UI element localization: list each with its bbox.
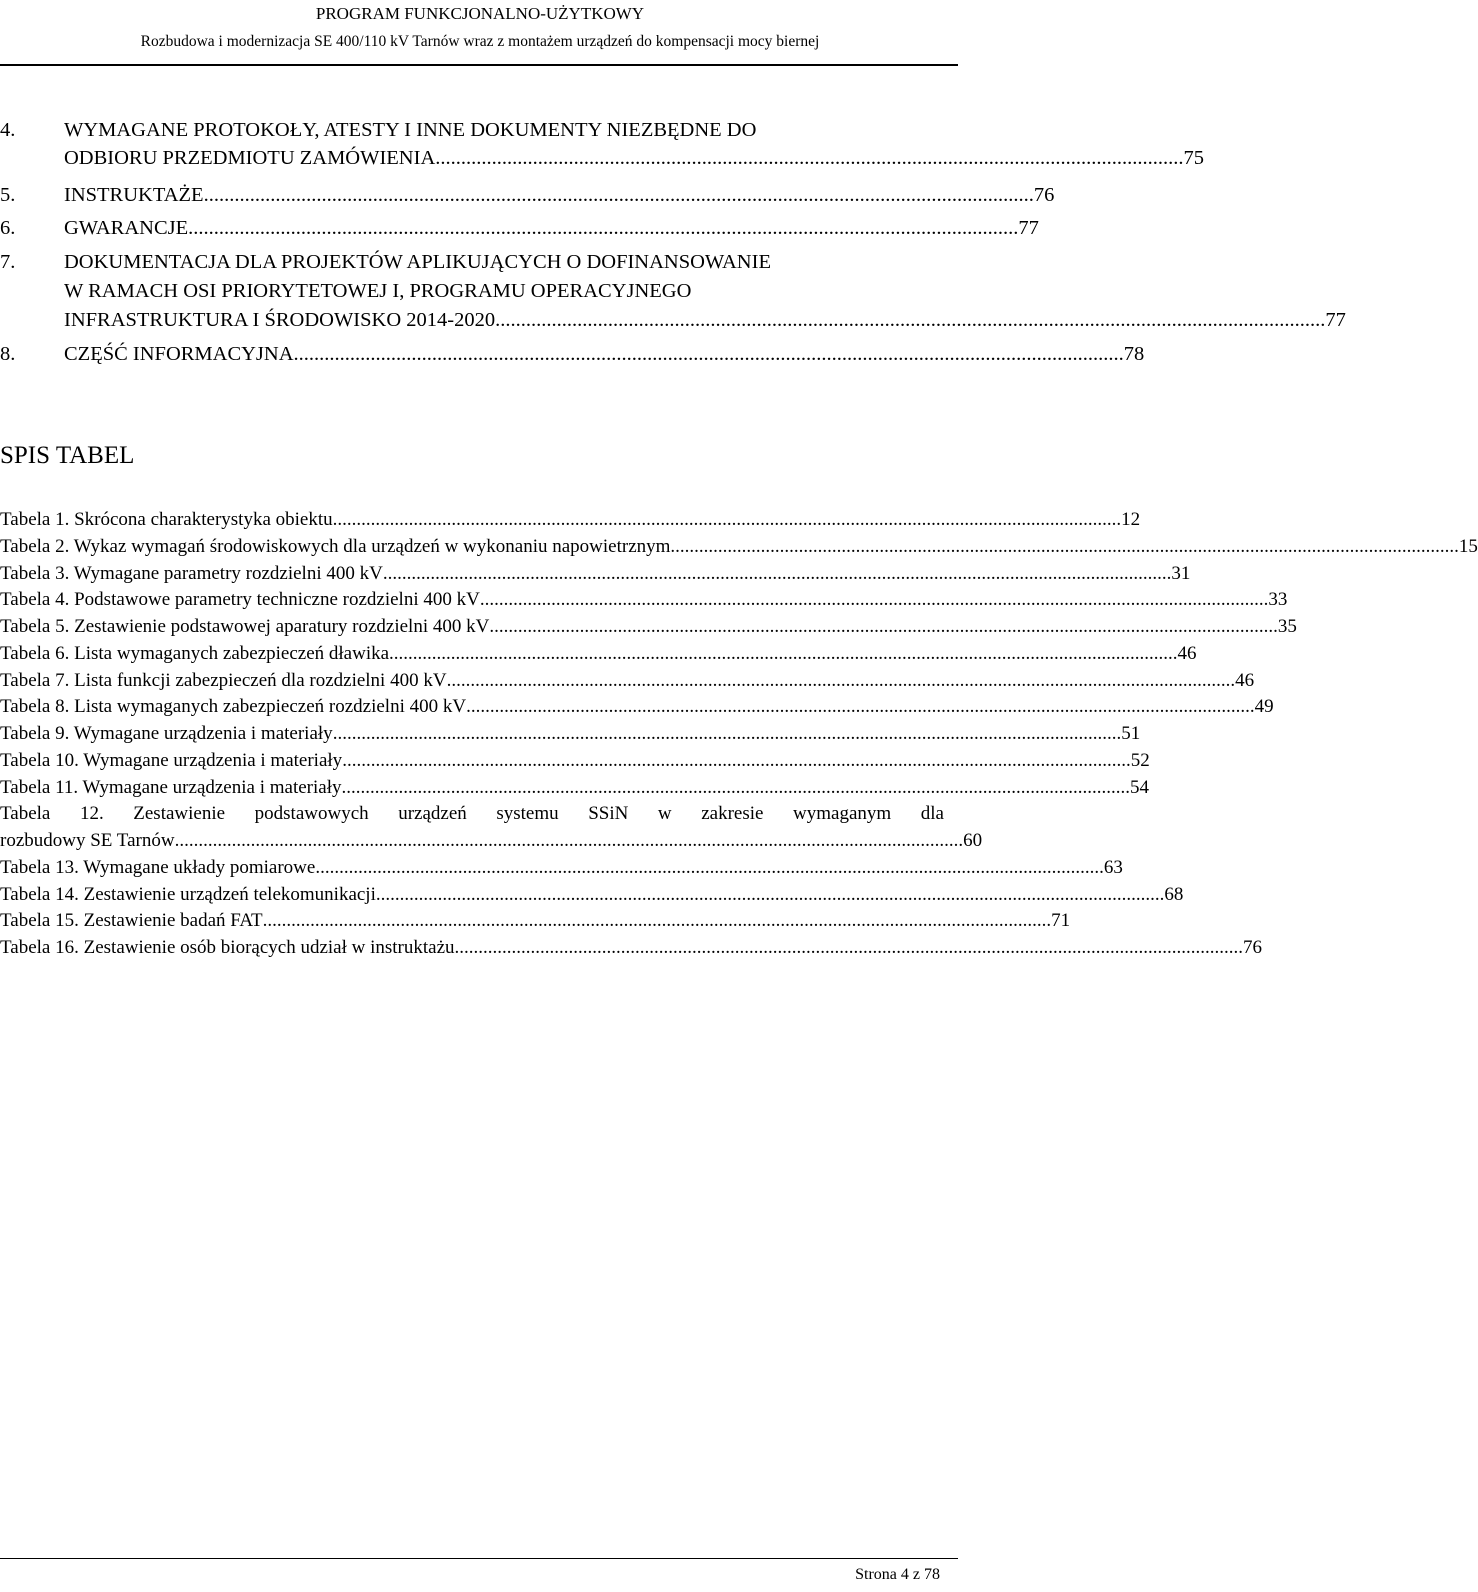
toc-item-8[interactable] <box>64 339 1145 369</box>
table-entry-label: Tabela 6. Lista wymaganych zabezpieczeń dławika <box>0 643 390 664</box>
toc-item-5[interactable] <box>64 180 1055 210</box>
header-divider <box>0 64 958 66</box>
toc-item-4-line2[interactable] <box>64 143 1204 173</box>
table-entry-label: Tabela 2. Wykaz wymagań środowiskowych dla urządzeń w wykonaniu napowietrznym <box>0 536 671 557</box>
toc-item-7-line1[interactable] <box>64 247 960 277</box>
table-entry-12-line1[interactable] <box>0 802 944 826</box>
toc-item-7-line2[interactable] <box>64 276 960 306</box>
leader-dots: ...................................................................................................................................................................... <box>342 750 1131 771</box>
table-entry-label: Tabela 1. Skrócona charakterystyka obiektu <box>0 509 333 530</box>
table-entry-page: 49 <box>1254 696 1274 717</box>
leader-dots: ...................................................................................................................................................................... <box>315 857 1104 878</box>
leader-dots: ...................................................................................................................................................................... <box>332 509 1122 530</box>
leader-dots: ...................................................................................................................................................................... <box>466 696 1255 717</box>
toc-leader-dots: .................................................................................................................................................................. <box>188 217 1019 239</box>
table-entry-page: 15 <box>1458 536 1478 557</box>
table-entry-label: Tabela 7. Lista funkcji zabezpieczeń dla rozdzielni 400 kV <box>0 670 447 691</box>
table-entry-11[interactable] <box>0 776 1149 800</box>
table-entry-label: Tabela 15. Zestawienie badań FAT <box>0 910 263 931</box>
table-entry-label: Tabela 16. Zestawienie osób biorących udział w instruktażu <box>0 937 455 958</box>
leader-dots: ...................................................................................................................................................................... <box>389 643 1178 664</box>
table-entry-label: Tabela 5. Zestawienie podstawowej aparatury rozdzielni 400 kV <box>0 616 490 637</box>
table-entry-1[interactable] <box>0 508 1141 532</box>
leader-dots: ...................................................................................................................................................................... <box>382 563 1172 584</box>
toc-item-7-text-line1: DOKUMENTACJA DLA PROJEKTÓW APLIKUJĄCYCH O DOFINANSOWANIE <box>64 251 771 273</box>
table-entry-label: Tabela 4. Podstawowe parametry techniczne rozdzielni 400 kV <box>0 589 480 610</box>
page-number: Strona 4 z 78 <box>855 1566 940 1583</box>
table-entry-label: Tabela 11. Wymagane urządzenia i materiały <box>0 777 342 798</box>
toc-item-4-text-line1: WYMAGANE PROTOKOŁY, ATESTY I INNE DOKUMENTY NIEZBĘDNE DO <box>64 119 757 141</box>
table-entry-page: 63 <box>1103 857 1123 878</box>
toc-item-5-text: INSTRUKTAŻE <box>64 184 204 206</box>
leader-dots: ...................................................................................................................................................................... <box>262 910 1052 931</box>
table-entry-page: 33 <box>1268 589 1288 610</box>
leader-dots: ...................................................................................................................................................................... <box>670 536 1459 557</box>
table-entry-page: 35 <box>1277 616 1297 637</box>
toc-leader-dots: .................................................................................................................................................................. <box>495 309 1326 331</box>
table-entry-page: 54 <box>1129 777 1149 798</box>
table-entry-page: 68 <box>1164 884 1184 905</box>
toc-item-6-number: 6. <box>0 217 16 239</box>
toc-item-6-page: 77 <box>1018 217 1039 239</box>
table-entry-8[interactable] <box>0 695 1274 719</box>
table-entry-12[interactable] <box>0 829 983 853</box>
table-entry-page: 60 <box>963 830 983 851</box>
toc-item-6[interactable] <box>64 213 1039 243</box>
table-entry-label: Tabela 10. Wymagane urządzenia i materiały <box>0 750 343 771</box>
toc-leader-dots: .................................................................................................................................................................. <box>203 184 1034 206</box>
toc-item-4-text-line2: ODBIORU PRZEDMIOTU ZAMÓWIENIA <box>64 147 436 169</box>
table-entry-16[interactable] <box>0 936 1263 960</box>
toc-item-5-page: 76 <box>1033 184 1055 206</box>
toc-item-7-text-line3: INFRASTRUKTURA I ŚRODOWISKO 2014-2020 <box>64 309 496 331</box>
toc-item-8-number: 8. <box>0 343 16 365</box>
toc-item-7-text-line2: W RAMACH OSI PRIORYTETOWEJ I, PROGRAMU OPERACYJNEGO <box>64 280 692 302</box>
table-entry-page: 31 <box>1171 563 1191 584</box>
leader-dots: ...................................................................................................................................................................... <box>489 616 1278 637</box>
table-entry-3[interactable] <box>0 562 1191 586</box>
leader-dots: ...................................................................................................................................................................... <box>341 777 1130 798</box>
leader-dots: ...................................................................................................................................................................... <box>174 830 964 851</box>
table-entry-label: Tabela 14. Zestawienie urządzeń telekomunikacji <box>0 884 376 905</box>
table-entry-page: 71 <box>1051 910 1071 931</box>
table-entry-14[interactable] <box>0 883 1184 907</box>
toc-item-5-number: 5. <box>0 184 16 206</box>
table-entry-9[interactable] <box>0 722 1141 746</box>
toc-item-7-page: 77 <box>1325 309 1346 331</box>
table-entry-page: 12 <box>1121 509 1141 530</box>
leader-dots: ...................................................................................................................................................................... <box>446 670 1236 691</box>
toc-item-7-line3[interactable] <box>64 305 1346 335</box>
table-entry-6[interactable] <box>0 642 1197 666</box>
footer-divider <box>0 1558 958 1559</box>
toc-item-8-text: CZĘŚĆ INFORMACYJNA <box>64 343 294 365</box>
table-entry-page: 46 <box>1235 670 1255 691</box>
toc-item-7-number: 7. <box>0 251 16 273</box>
toc-item-8-page: 78 <box>1123 343 1145 365</box>
table-entry-label: rozbudowy SE Tarnów <box>0 830 175 851</box>
leader-dots: ...................................................................................................................................................................... <box>479 589 1269 610</box>
table-entry-page: 51 <box>1121 723 1141 744</box>
table-entry-2[interactable] <box>0 535 1478 559</box>
table-entry-page: 76 <box>1243 937 1263 958</box>
toc-leader-dots: .................................................................................................................................................. <box>435 147 1184 169</box>
leader-dots: ...................................................................................................................................................................... <box>375 884 1165 905</box>
table-entry-7[interactable] <box>0 669 1255 693</box>
table-entry-15[interactable] <box>0 909 1071 933</box>
table-entry-label-line1: Tabela 12. Zestawienie podstawowych urządzeń systemu SSiN w zakresie wymaganym dla <box>0 803 944 824</box>
toc-item-4-page: 75 <box>1183 147 1204 169</box>
table-entry-13[interactable] <box>0 856 1123 880</box>
table-entry-label: Tabela 3. Wymagane parametry rozdzielni 400 kV <box>0 563 383 584</box>
leader-dots: ...................................................................................................................................................................... <box>332 723 1122 744</box>
toc-leader-dots: .................................................................................................................................................................. <box>293 343 1124 365</box>
table-entry-label: Tabela 8. Lista wymaganych zabezpieczeń rozdzielni 400 kV <box>0 696 467 717</box>
document-title: PROGRAM FUNKCJONALNO-UŻYTKOWY <box>315 4 645 23</box>
table-entry-page: 46 <box>1177 643 1197 664</box>
table-entry-label: Tabela 9. Wymagane urządzenia i materiały <box>0 723 333 744</box>
table-entry-4[interactable] <box>0 588 1288 612</box>
toc-item-4-number: 4. <box>0 119 16 141</box>
toc-item-4-line1[interactable] <box>64 115 960 145</box>
document-subtitle: Rozbudowa i modernizacja SE 400/110 kV Tarnów wraz z montażem urządzeń do kompensacji mocy biernej <box>140 33 820 50</box>
table-entry-10[interactable] <box>0 749 1150 773</box>
table-entry-5[interactable] <box>0 615 1297 639</box>
table-entry-page: 52 <box>1130 750 1150 771</box>
toc-item-6-text: GWARANCJE <box>64 217 189 239</box>
leader-dots: ...................................................................................................................................................................... <box>454 937 1244 958</box>
table-entry-label: Tabela 13. Wymagane układy pomiarowe <box>0 857 316 878</box>
list-of-tables-heading: SPIS TABEL <box>0 442 135 469</box>
